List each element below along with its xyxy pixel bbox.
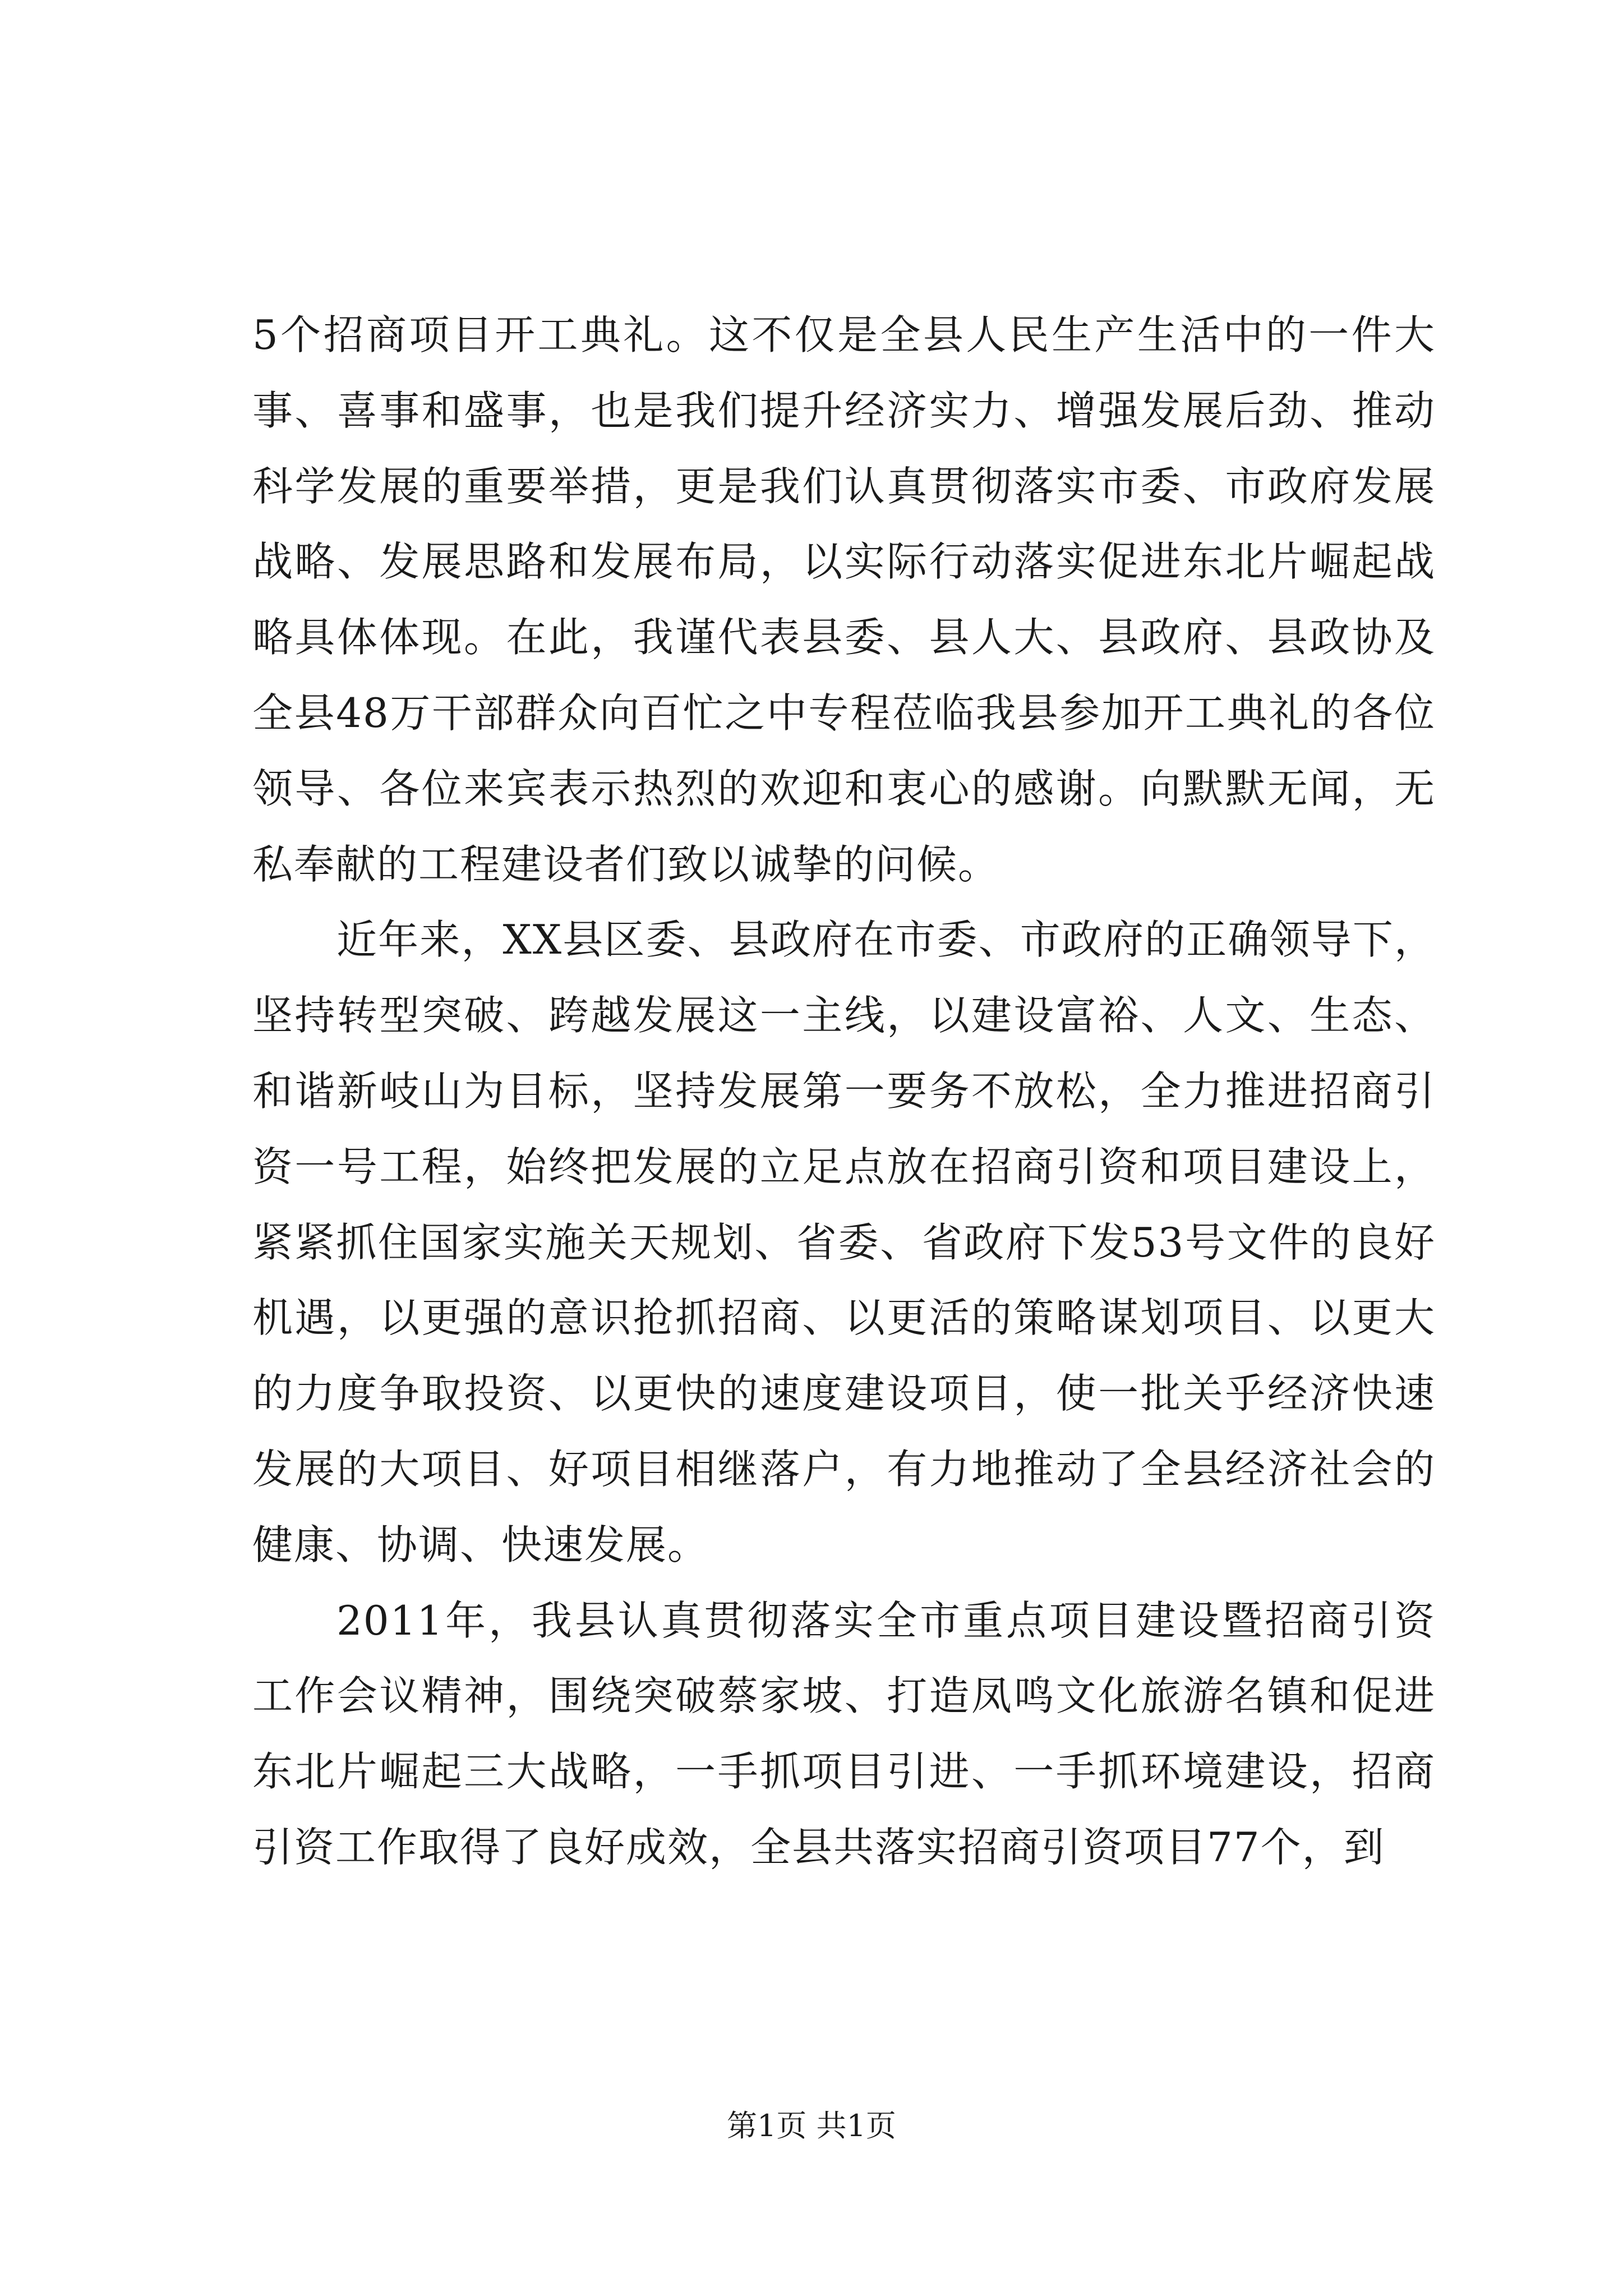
- paragraph-3: 2011年，我县认真贯彻落实全市重点项目建设暨招商引资工作会议精神，围绕突破蔡家坡、打造凤鸣文化旅游名镇和促进东北片崛起三大战略，一手抓项目引进、一手抓环境建设，招商引资工作取得了良好成效，全县共落实招商引资项目77个，到: [252, 1596, 1436, 1871]
- document-body: [252, 297, 1436, 1885]
- page-number-footer: 第1页 共1页: [727, 2108, 896, 2143]
- paragraph-2: 近年来，XX县区委、县政府在市委、市政府的正确领导下，坚持转型突破、跨越发展这一主线，以建设富裕、人文、生态、和谐新岐山为目标，坚持发展第一要务不放松，全力推进招商引资一号工程，始终把发展的立足点放在招商引资和项目建设上，紧紧抓住国家实施关天规划、省委、省政府下发53号文件的良好机遇，以更强的意识抢抓招商、以更活的策略谋划项目、以更大的力度争取投资、以更快的速度建设项目，使一批关乎经济快速发展的大项目、好项目相继落户，有力地推动了全县经济社会的健康、协调、快速发展。: [252, 916, 1436, 1568]
- paragraph-1: 5个招商项目开工典礼。这不仅是全县人民生产生活中的一件大事、喜事和盛事，也是我们提升经济实力、增强发展后劲、推动科学发展的重要举措，更是我们认真贯彻落实市委、市政府发展战略、发展思路和发展布局，以实际行动落实促进东北片崛起战略具体体现。在此，我谨代表县委、县人大、县政府、县政协及全县48万干部群众向百忙之中专程莅临我县参加开工典礼的各位领导、各位来宾表示热烈的欢迎和衷心的感谢。向默默无闻，无私奉献的工程建设者们致以诚挚的问候。: [252, 311, 1436, 888]
